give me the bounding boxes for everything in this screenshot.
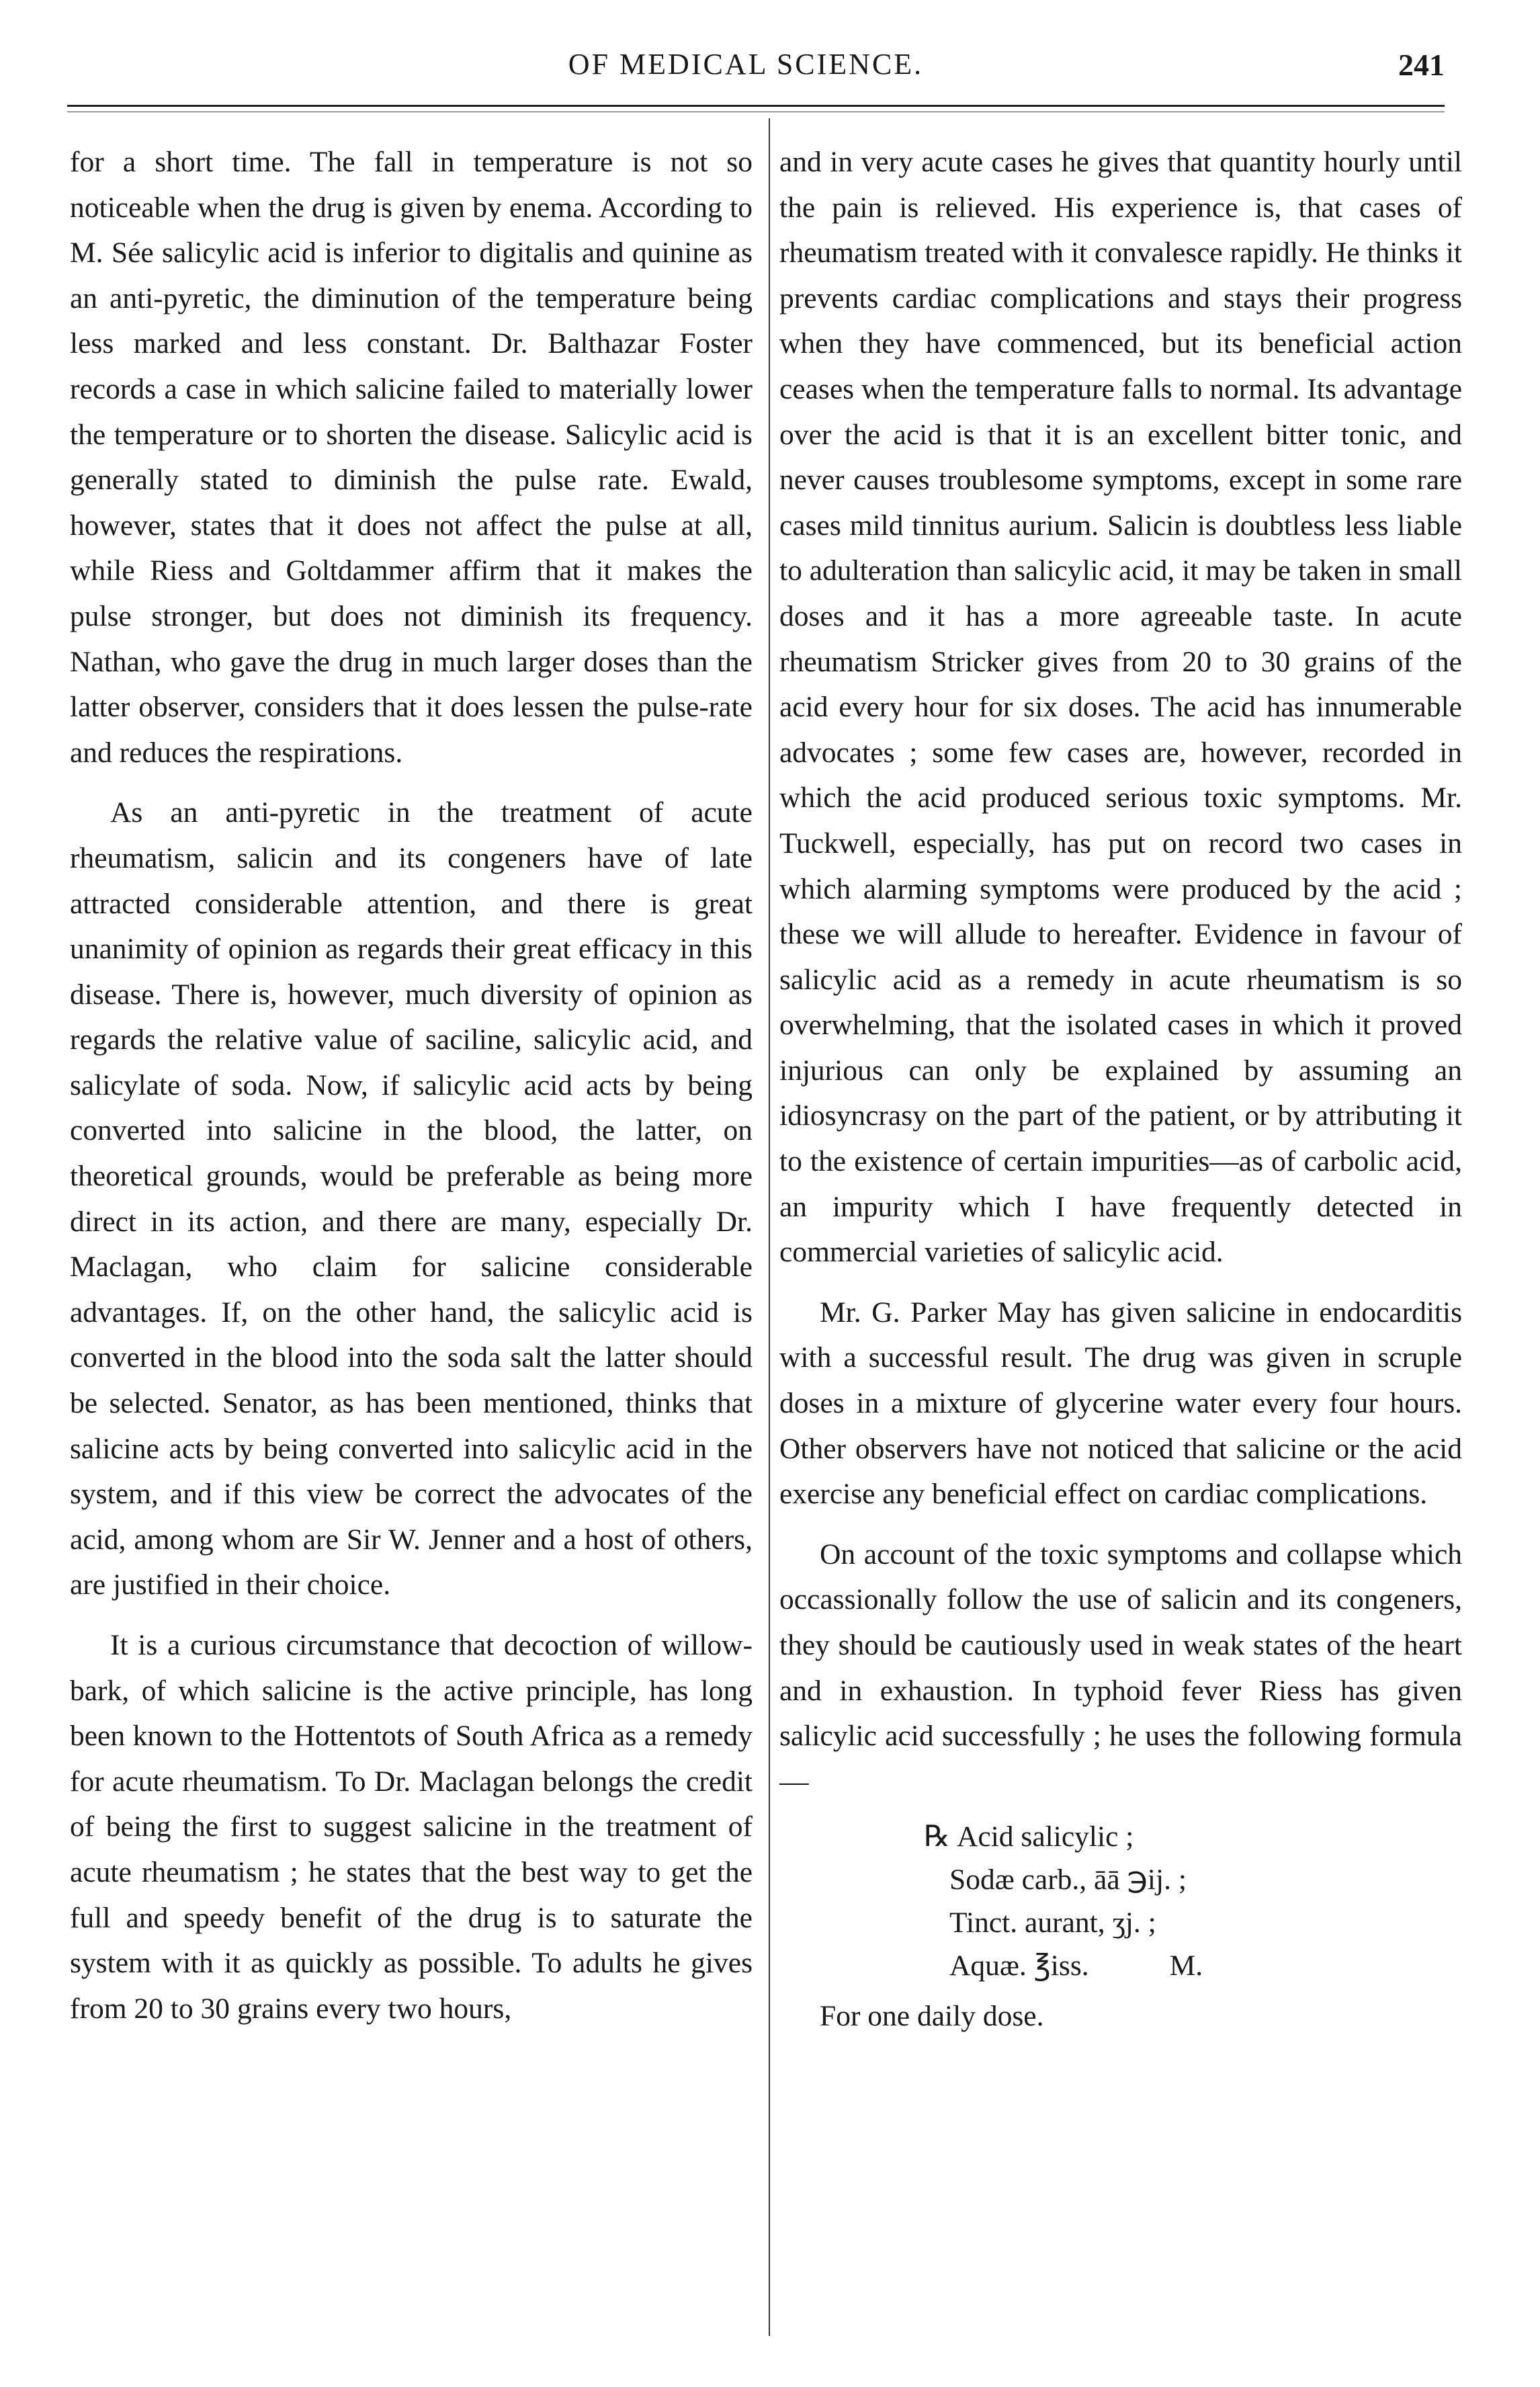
running-title: OF MEDICAL SCIENCE. bbox=[568, 48, 924, 81]
paragraph: For one daily dose. bbox=[820, 2000, 1044, 2033]
prescription-formula bbox=[924, 1815, 1462, 1987]
paragraph: Mr. G. Parker May has given salicine in endocarditis with a successful result. The drug was given in scruple doses in a mixture of glycerine water every four hours. Other observers have not noticed that salicine or the acid exercise any beneficial effect on cardiac complications. bbox=[779, 1296, 1462, 1511]
paragraph: for a short time. The fall in temperature is not so noticeable when the drug is given by enema. According to M. Sée salicylic acid is inferior to digitalis and quinine as an anti-pyretic, the diminution of the temperature being less marked and less constant. Dr. Balthazar Foster records a case in which salicine failed to materially lower the temperature or to shorten the disease. Salicylic acid is generally stated to diminish the pulse rate. Ewald, however, states that it does not affect the pulse at all, while Riess and Goltdammer affirm that it makes the pulse stronger, but does not diminish its frequency. Nathan, who gave the drug in much larger doses than the latter observer, considers that it does lessen the pulse-rate and reduces the respirations. bbox=[70, 146, 753, 769]
paragraph: As an anti-pyretic in the treatment of acute rheumatism, salicin and its congeners have of late attracted considerable attention, and there is great unanimity of opinion as regards their great efficacy in this disease. There is, however, much diversity of opinion as regards the relative value of saciline, salicylic acid, and salicylate of soda. Now, if salicylic acid acts by being converted into salicine in the blood, the latter, on theoretical grounds, would be preferable as being more direct in its action, and there are many, especially Dr. Maclagan, who claim for salicine considerable advantages. If, on the other hand, the salicylic acid is converted in the blood into the soda salt the latter should be selected. Senator, as has been mentioned, thinks that salicine acts by being converted into salicylic acid in the system, and if this view be correct the advocates of the acid, among whom are Sir W. Jenner and a host of others, are justified in their choice. bbox=[70, 796, 753, 1601]
paragraph: On account of the toxic symptoms and collapse which occassionally follow the use of salicin and its congeners, they should be cautiously used in weak states of the heart and in exhaustion. In typhoid fever Riess has given salicylic acid successfully ; he uses the following formula— bbox=[779, 1538, 1462, 1798]
left-column bbox=[70, 140, 753, 2032]
page-number: 241 bbox=[1398, 48, 1445, 82]
header-rule bbox=[67, 105, 1445, 107]
formula-misce: M. bbox=[1169, 1950, 1203, 1982]
paragraph: and in very acute cases he gives that quantity hourly until the pain is relieved. His experience is, that cases of rheumatism treated with it convalesce rapidly. He thinks it prevents cardiac complications and stays their progress when they have commenced, but its beneficial action ceases when the temperature falls to normal. Its advantage over the acid is that it is an excellent bitter tonic, and never causes troublesome symptoms, except in some rare cases mild tinnitus aurium. Salicin is doubtless less liable to adulteration than salicylic acid, it may be taken in small doses and it has a more agreeable taste. In acute rheumatism Stricker gives from 20 to 30 grains of the acid every hour for six doses. The acid has innumerable advocates ; some few cases are, however, recorded in which the acid produced serious toxic symptoms. Mr. Tuckwell, especially, has put on record two cases in which alarming symptoms were produced by the acid ; these we will allude to hereafter. Evidence in favour of salicylic acid as a remedy in acute rheumatism is so overwhelming, that the isolated cases in which it proved injurious can only be explained by assuming an idiosyncrasy on the part of the patient, or by attributing it to the existence of certain impurities—as of carbolic acid, an impurity which I have frequently detected in commercial varieties of salicylic acid. bbox=[779, 146, 1462, 1269]
formula-line: Aquæ. ℥iss. bbox=[949, 1950, 1089, 1982]
formula-line: Acid salicylic ; bbox=[957, 1820, 1134, 1853]
column-divider bbox=[769, 118, 770, 2336]
paragraph: It is a curious circumstance that decoction of willow-bark, of which salicine is the active principle, has long been known to the Hottentots of South Africa as a remedy for acute rheumatism. To Dr. Maclagan belongs the credit of being the first to suggest salicine in the treatment of acute rheumatism ; he states that the best way to get the full and speedy benefit of the drug is to saturate the system with it as quickly as possible. To adults he gives from 20 to 30 grains every two hours, bbox=[70, 1629, 753, 2025]
formula-line: Sodæ carb., āā ℈ij. ; bbox=[949, 1863, 1187, 1896]
formula-line: Tinct. aurant, ʒj. ; bbox=[949, 1907, 1156, 1939]
page-header bbox=[40, 44, 1451, 98]
right-column bbox=[779, 140, 1462, 2040]
recipe-symbol: ℞ bbox=[924, 1820, 950, 1853]
